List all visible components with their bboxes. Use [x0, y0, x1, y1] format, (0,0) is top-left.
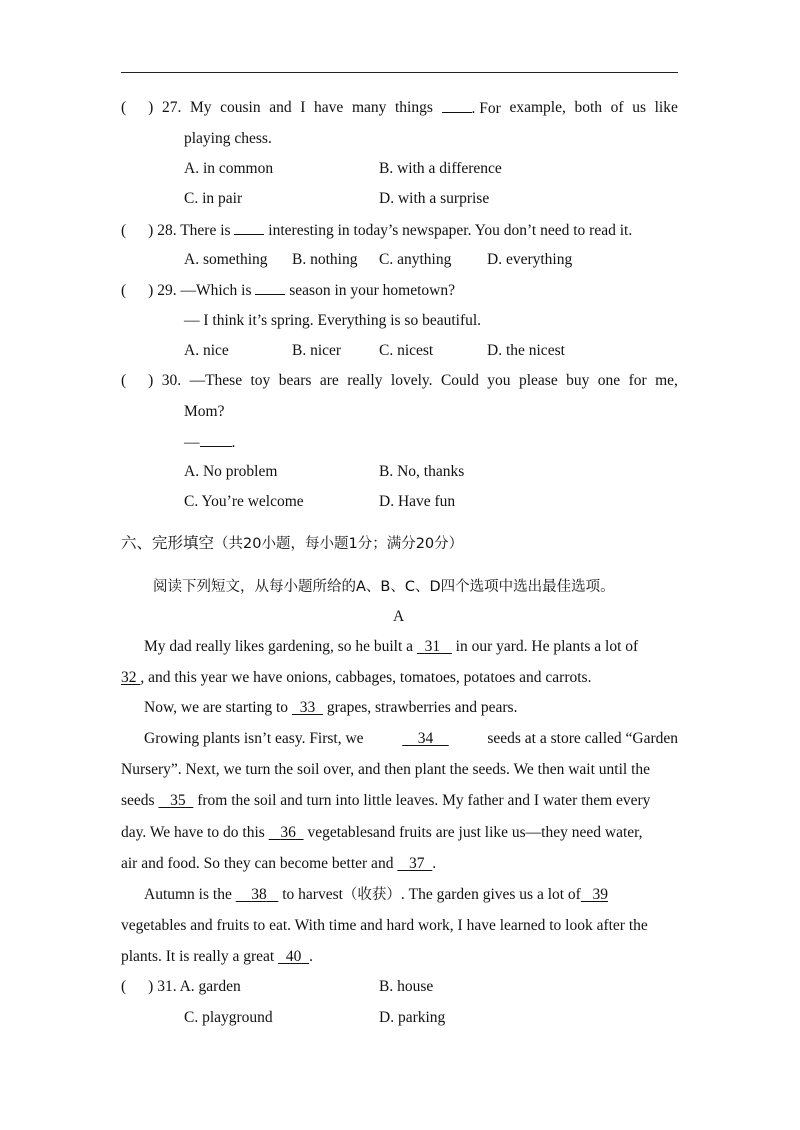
passage-line: [121, 854, 436, 874]
question-29-line2: — I think it’s spring. Everything is so beautiful.: [184, 312, 482, 329]
option-d[interactable]: D. Have fun: [379, 493, 456, 510]
option-a[interactable]: A. something: [184, 251, 268, 268]
word: cousin: [220, 99, 261, 116]
passage-text: Growing plants isn’t easy. First, we: [144, 730, 364, 747]
word: toy: [250, 372, 271, 389]
chinese-gloss: （收获）: [342, 887, 401, 903]
word: one: [597, 372, 621, 389]
answer-paren[interactable]: ( ): [121, 978, 154, 995]
answer-paren[interactable]: ( ): [121, 99, 154, 116]
word: and: [269, 99, 292, 116]
option-a[interactable]: A. No problem: [184, 463, 278, 480]
question-30-line1: [121, 371, 678, 391]
answer-blank: [255, 280, 285, 295]
word: My: [189, 99, 212, 116]
option-b[interactable]: B. with a difference: [379, 160, 502, 177]
word: have: [314, 99, 344, 116]
passage-text: Now, we are starting to: [144, 699, 289, 716]
option-c[interactable]: C. playground: [184, 1009, 273, 1026]
word: me,: [655, 372, 678, 389]
section-note: （共20小题，每小题1分；满分20分）: [214, 536, 464, 552]
word: for: [628, 372, 647, 389]
option-c[interactable]: C. You’re welcome: [184, 493, 304, 510]
blank-34: 34: [417, 730, 434, 747]
punctuation: .: [231, 434, 236, 451]
dash: —: [184, 434, 200, 451]
word: both: [574, 99, 603, 116]
option-c[interactable]: C. anything: [379, 251, 452, 268]
word: of: [610, 99, 624, 116]
passage-line: [144, 885, 608, 905]
passage-text: seeds: [121, 792, 155, 809]
passage-line: [121, 668, 591, 688]
option-d[interactable]: D. everything: [487, 251, 573, 268]
question-30-response: [184, 432, 235, 453]
answer-blank: [442, 98, 472, 113]
answer-blank: [200, 432, 232, 447]
option-b[interactable]: B. nicer: [292, 342, 342, 359]
passage-line: [121, 791, 650, 811]
word: example,: [509, 99, 566, 116]
word: —These: [189, 372, 243, 389]
passage-text: My dad really likes gardening, so he built a: [144, 638, 414, 655]
passage-line: [144, 729, 678, 749]
word: buy: [566, 372, 590, 389]
passage-line: [144, 637, 638, 657]
word: really: [347, 372, 383, 389]
passage-text: in our yard. He plants a lot of: [455, 638, 639, 655]
passage-text: grapes, strawberries and pears.: [326, 699, 518, 716]
option-c[interactable]: C. in pair: [184, 190, 243, 207]
option-b[interactable]: B. nothing: [292, 251, 358, 268]
header-rule: [121, 72, 678, 73]
question-number: 27.: [161, 99, 182, 116]
word: . For: [471, 100, 501, 117]
word: like: [654, 99, 678, 116]
answer-blank: [234, 220, 264, 235]
blank-32: 32: [121, 669, 137, 686]
word: us: [632, 99, 646, 116]
option-d[interactable]: D. with a surprise: [379, 190, 490, 207]
section-title: 六、完形填空: [121, 534, 215, 552]
blank-39: 39: [592, 886, 608, 903]
question-text: season in your hometown?: [289, 282, 455, 299]
passage-text: day. We have to do this: [121, 824, 265, 841]
question-28-line1: [121, 220, 632, 241]
word: things: [395, 99, 433, 116]
punctuation: .: [309, 948, 313, 965]
option-c[interactable]: C. nicest: [379, 342, 434, 359]
word: many: [351, 99, 387, 116]
answer-paren[interactable]: ( ): [121, 372, 154, 389]
blank-40: 40: [285, 948, 302, 965]
question-30-line2: Mom?: [184, 403, 225, 420]
passage-text: to harvest: [282, 886, 343, 903]
word: Could: [440, 372, 479, 389]
blank-33: 33: [299, 699, 316, 716]
answer-paren[interactable]: ( ): [121, 282, 154, 299]
question-text: 29. —Which is: [157, 282, 252, 299]
blank-37: 37: [408, 855, 425, 872]
blank-36: 36: [280, 824, 296, 841]
option-a[interactable]: 31. A. garden: [157, 978, 241, 995]
question-text: interesting in today’s newspaper. You don’t need to read it.: [268, 222, 633, 239]
passage-line: [121, 823, 643, 843]
question-27-line1: [121, 98, 678, 119]
option-a[interactable]: A. nice: [184, 342, 229, 359]
word: are: [319, 372, 339, 389]
passage-text: from the soil and turn into little leaves. My father and I water them every: [197, 792, 651, 809]
passage-text: plants. It is really a great: [121, 948, 275, 965]
option-b[interactable]: B. house: [379, 978, 434, 995]
blank-31: 31: [424, 638, 441, 655]
section-heading: [121, 533, 463, 554]
passage-line: [144, 698, 517, 718]
passage-line: Nursery”. Next, we turn the soil over, and then plant the seeds. We then wait until the: [121, 761, 651, 778]
question-31-line1: [121, 977, 241, 997]
question-27-line2: playing chess.: [184, 130, 272, 147]
section-instruction: 阅读下列短文，从每小题所给的A、B、C、D四个选项中选出最佳选项。: [153, 579, 615, 595]
passage-line: vegetables and fruits to eat. With time and hard work, I have learned to look after the: [121, 917, 648, 934]
answer-paren[interactable]: ( ): [121, 222, 154, 239]
option-a[interactable]: A. in common: [184, 160, 274, 177]
option-d[interactable]: D. the nicest: [487, 342, 565, 359]
passage-text: Autumn is the: [144, 886, 232, 903]
blank-38: 38: [251, 886, 267, 903]
passage-text: . The garden gives us a lot of: [400, 886, 581, 903]
question-29-line1: [121, 280, 455, 301]
passage-text: , and this year we have onions, cabbages, tomatoes, potatoes and carrots.: [140, 669, 592, 686]
passage-line: [121, 947, 313, 967]
blank-35: 35: [170, 792, 186, 809]
passage-text: vegetablesand fruits are just like us—they need water,: [307, 824, 643, 841]
option-b[interactable]: B. No, thanks: [379, 463, 465, 480]
word: I: [300, 99, 306, 116]
word: please: [518, 372, 558, 389]
passage-text: air and food. So they can become better and: [121, 855, 394, 872]
word: you: [487, 372, 511, 389]
question-number: 30.: [161, 372, 182, 389]
passage-label: A: [393, 608, 405, 625]
option-d[interactable]: D. parking: [379, 1009, 446, 1026]
word: lovely.: [390, 372, 433, 389]
question-text: 28. There is: [157, 222, 231, 239]
word: bears: [278, 372, 312, 389]
passage-text: seeds at a store called “Garden: [487, 730, 678, 747]
punctuation: .: [432, 855, 437, 872]
